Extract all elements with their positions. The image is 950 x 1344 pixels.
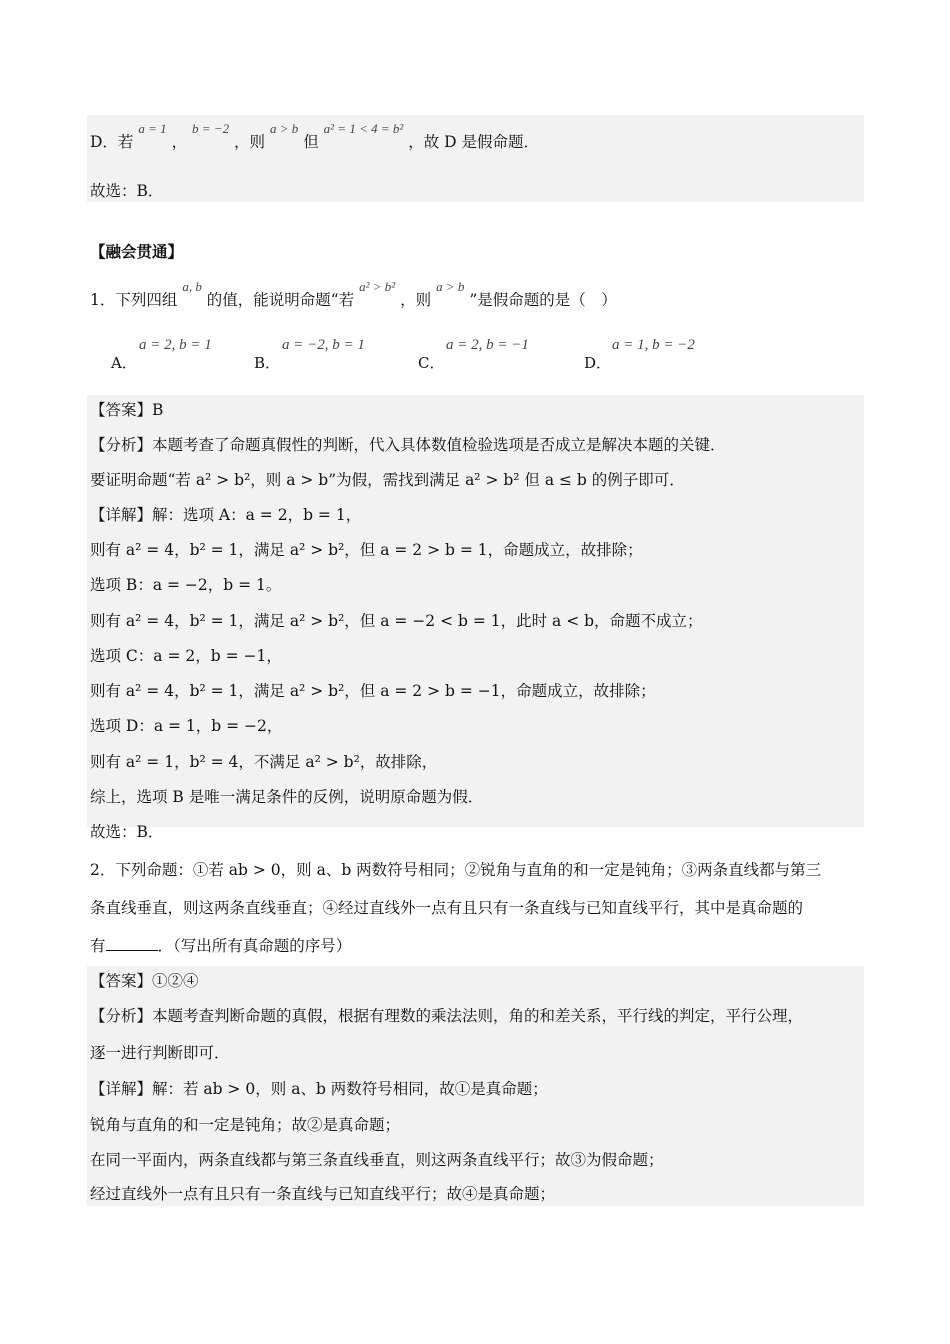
detail-1-line-2: 则有 a² = 4，b² = 1，满足 a² > b²，但 a = 2 > b = 1，命题成立，故排除； — [90, 541, 643, 559]
text-segment: ．（写出所有真命题的序号） — [157, 937, 352, 955]
detail-2-line-3: 在同一平面内，两条直线都与第三条直线垂直，则这两条直线平行；故③为假命题； — [90, 1151, 664, 1169]
option-c-label: C． — [418, 354, 445, 372]
text-segment: 的值，能说明命题“若 — [206, 291, 355, 309]
question-2-line-2: 条直线垂直，则这两条直线垂直；④经过直线外一点有且只有一条直线与已知直线平行，其中是真命题的 — [90, 899, 804, 917]
text-segment: ”是假命题的是（ ） — [469, 291, 617, 309]
detail-1-line-3: 选项 B：a = −2，b = 1。 — [90, 576, 282, 594]
text-segment: D．若 — [90, 133, 134, 151]
text-segment: 有 — [90, 937, 106, 955]
option-d-explanation — [90, 121, 540, 153]
option-d-value: a = 1, b = −2 — [612, 337, 695, 353]
detail-1-line-1: 【详解】解：选项 A：a = 2，b = 1， — [90, 506, 362, 524]
option-a-label: A． — [111, 354, 137, 372]
option-b-label: B． — [254, 354, 281, 372]
math-condition: a² > b² — [359, 279, 396, 294]
text-segment: ，故 D 是假命题． — [408, 133, 540, 151]
math-conclusion: a > b — [436, 279, 465, 294]
math-b-value: b = −2 — [192, 121, 230, 136]
answer-blank[interactable] — [106, 936, 158, 951]
detail-2-line-1: 【详解】解：若 ab > 0，则 a、b 两数符号相同，故①是真命题； — [90, 1080, 548, 1098]
math-a-gt-b: a > b — [269, 121, 299, 136]
text-segment: ，则 — [234, 133, 266, 151]
question-2-line-1: 2．下列命题：①若 ab > 0，则 a、b 两数符号相同；②锐角与直角的和一定是钝角；③两条直线都与第三 — [90, 861, 822, 879]
detail-1-line-5: 选项 C：a = 2，b = −1， — [90, 647, 282, 665]
answer-1: 【答案】B — [90, 401, 164, 419]
detail-1-line-4: 则有 a² = 4，b² = 1，满足 a² > b²，但 a = −2 < b = 1，此时 a < b，命题不成立； — [90, 612, 703, 630]
option-c-value: a = 2, b = −1 — [446, 337, 529, 353]
math-square-compare: a² = 1 < 4 = b² — [323, 121, 404, 136]
text-segment: 但 — [303, 133, 319, 151]
analysis-2: 【分析】本题考查判断命题的真假，根据有理数的乘法法则，角的和差关系，平行线的判定，平行公理， — [90, 1007, 804, 1025]
analysis-1-cont: 要证明命题“若 a² > b²，则 a > b”为假，需找到满足 a² > b² 但 a ≤ b 的例子即可． — [90, 471, 685, 489]
analysis-1: 【分析】本题考查了命题真假性的判断，代入具体数值检验选项是否成立是解决本题的关键． — [90, 436, 726, 454]
math-ab: a, b — [182, 279, 202, 294]
option-b-value: a = −2, b = 1 — [282, 337, 365, 353]
text-segment: ，则 — [400, 291, 432, 309]
detail-1-line-9: 综上，选项 B 是唯一满足条件的反例，说明原命题为假． — [90, 788, 484, 806]
option-d-label: D． — [584, 354, 612, 372]
question-1-stem — [90, 279, 617, 311]
text-segment: ， — [171, 133, 188, 151]
math-a-value: a = 1 — [138, 121, 167, 136]
detail-1-line-6: 则有 a² = 4，b² = 1，满足 a² > b²，但 a = 2 > b = −1，命题成立，故排除； — [90, 682, 656, 700]
detail-2-line-4: 经过直线外一点有且只有一条直线与已知直线平行；故④是真命题； — [90, 1185, 556, 1203]
question-2-line-3 — [90, 936, 351, 956]
text-segment: 1．下列四组 — [90, 291, 178, 309]
detail-1-line-10: 故选：B． — [90, 823, 164, 841]
final-choice-line: 故选：B． — [90, 182, 164, 200]
analysis-2-cont: 逐一进行判断即可． — [90, 1044, 230, 1062]
detail-1-line-7: 选项 D：a = 1，b = −2， — [90, 717, 283, 735]
answer-2: 【答案】①②④ — [90, 972, 199, 990]
option-a-value: a = 2, b = 1 — [139, 337, 212, 353]
detail-1-line-8: 则有 a² = 1，b² = 4，不满足 a² > b²，故排除， — [90, 753, 438, 771]
detail-2-line-2: 锐角与直角的和一定是钝角；故②是真命题； — [90, 1116, 401, 1134]
section-title: 【融会贯通】 — [90, 243, 184, 261]
